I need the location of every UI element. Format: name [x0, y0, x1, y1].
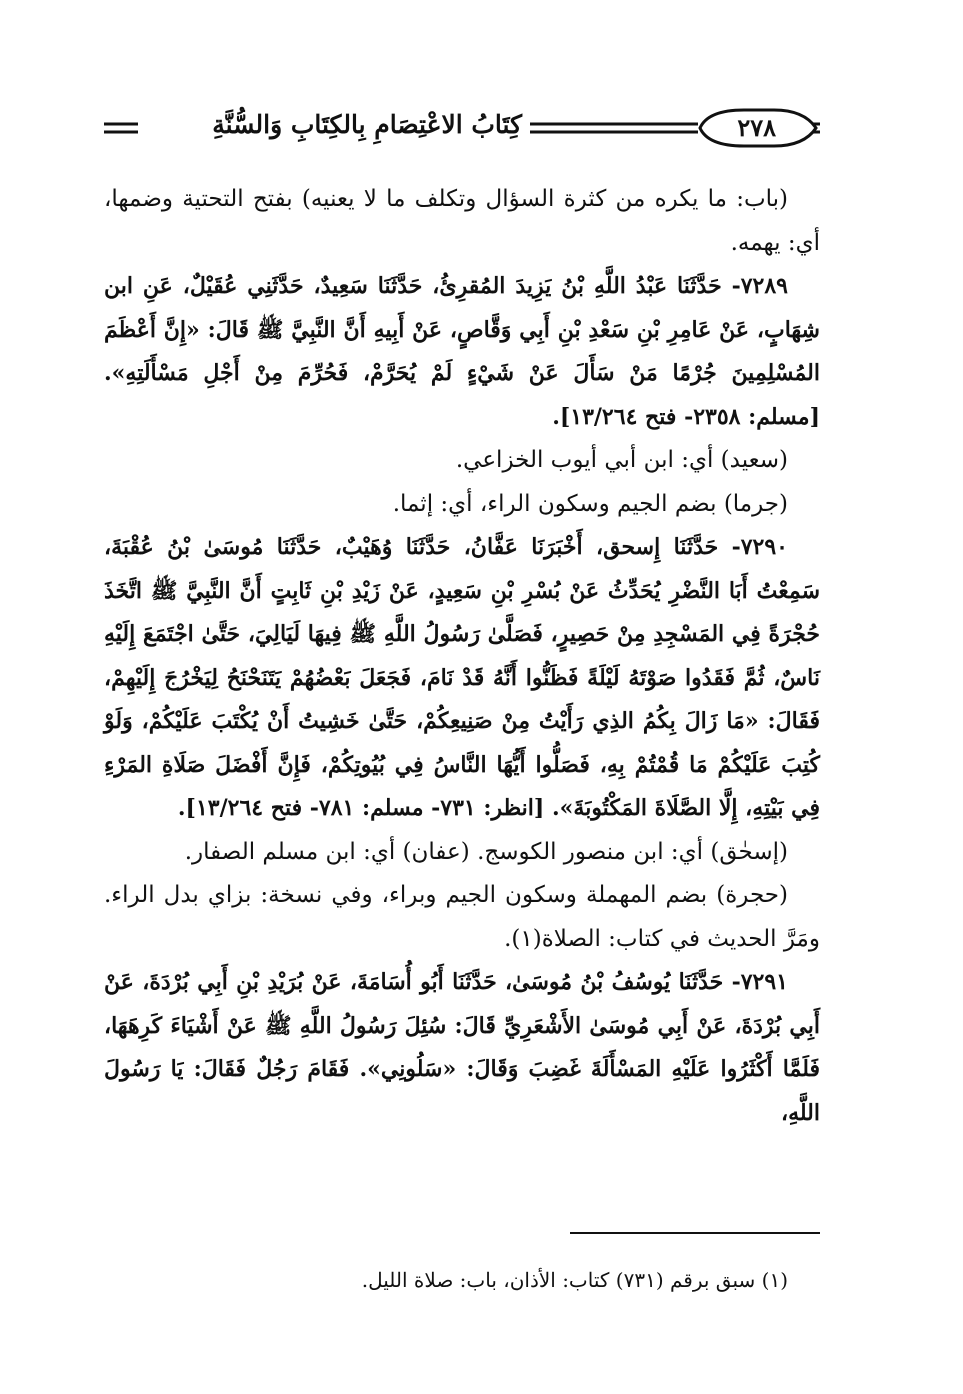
hadith-7289: ٧٢٨٩- حَدَّثَنَا عَبْدُ اللَّهِ بْنُ يَزِيدَ المُقرِئُ، حَدَّثَنَا سَعِيدٌ، حَدَّثَنِي عُقَيْلٌ، عَنِ ابن شِهَابٍ، عَنْ عَامِرِ بْنِ سَعْدِ بْنِ أَبِي وَقَّاصٍ، عَنْ أَبِيهِ أَنَّ النَّبِيَّ ﷺ قَالَ: «إِنَّ أَعْظَمَ المُسْلِمِينَ جُرْمًا مَنْ سَأَلَ عَنْ شَيْءٍ لَمْ يُحَرَّمْ، فَحُرِّمَ مِنْ أَجْلِ مَسْأَلَتِهِ». [مسلم: ٢٣٥٨- فتح ١٣/٢٦٤].: [104, 273, 820, 430]
paragraph-bab-title: (باب: ما يكره من كثرة السؤال وتكلف ما لا يعنيه) بفتح التحتية وضمها، أي: يهمه.: [104, 186, 820, 256]
footnote: (١) سبق برقم (٧٣١) كتاب: الأذان، باب: صلاة الليل.: [361, 1268, 788, 1292]
page-body: [104, 178, 820, 1135]
header-title: كِتَابُ الاعْتِصَامِ بِالكِتَابِ وَالسُّنَّةِ: [204, 110, 530, 139]
comment-jurm: (جرما) بضم الجيم وسكون الراء، أي: إثما.: [392, 490, 788, 517]
hadith-7290: ٧٢٩٠- حَدَّثَنَا إِسحق، أَخْبَرَنَا عَفَّانُ، حَدَّثَنَا وُهَيْبٌ، حَدَّثَنَا مُوسَىٰ بْنُ عُقْبَةَ، سَمِعْتُ أَبَا النَّضْرِ يُحَدِّثُ عَنْ بُسْرِ بْنِ سَعِيدٍ، عَنْ زَيْدِ بْنِ ثَابِتٍ أَنَّ النَّبِيَّ ﷺ اتَّخَذَ حُجْرَةً فِي المَسْجِدِ مِنْ حَصِيرٍ، فَصَلَّىٰ رَسُولُ اللَّهِ ﷺ فِيهَا لَيَالِيَ، حَتَّىٰ اجْتَمَعَ إِلَيْهِ نَاسٌ، ثُمَّ فَقَدُوا صَوْتَهُ لَيْلَةً فَظَنُّوا أَنَّهُ قَدْ نَامَ، فَجَعَلَ بَعْضُهُمْ يَتَنَحْنَحُ لِيَخْرُجَ إِلَيْهِمْ، فَقَالَ: «مَا زَالَ بِكُمُ الذِي رَأَيْتُ مِنْ صَنِيعِكُمْ، حَتَّىٰ خَشِيتُ أَنْ يُكْتَبَ عَلَيْكُمْ، وَلَوْ كُتِبَ عَلَيْكُمْ مَا قُمْتُمْ بِهِ، فَصَلُّوا أَيُّهَا النَّاسُ فِي بُيُوتِكُمْ، فَإِنَّ أَفْضَلَ صَلَاةِ المَرْءِ فِي بَيْتِهِ، إِلَّا الصَّلَاةَ المَكْتُوبَةَ». [انظر: ٧٣١- مسلم: ٧٨١- فتح ١٣/٢٦٤].: [104, 534, 820, 821]
page-header: [104, 104, 820, 154]
comment-hujra: (حجرة) بضم المهملة وسكون الجيم وبراء، وفي نسخة: بزاي بدل الراء. ومَرَّ الحديث في كتاب: الصلاة(١).: [104, 882, 820, 952]
comment-ishaq: (إسحٰق) أي: ابن منصور الكوسج. (عفان) أي: ابن مسلم الصفار.: [184, 838, 788, 865]
hadith-7291: ٧٢٩١- حَدَّثَنَا يُوسُفُ بْنُ مُوسَىٰ، حَدَّثَنَا أَبُو أُسَامَةَ، عَنْ بُرَيْدِ بْنِ أَبِي بُرْدَةَ، عَنْ أَبِي بُرْدَةَ، عَنْ أَبِي مُوسَىٰ الأَشْعَرِيِّ قَالَ: سُئِلَ رَسُولُ اللَّهِ ﷺ عَنْ أَشْيَاءَ كَرِهَهَا، فَلَمَّا أَكْثَرُوا عَلَيْهِ المَسْأَلَةَ غَضِبَ وَقَالَ: «سَلُونِي». فَقَامَ رَجُلٌ فَقَالَ: يَا رَسُولَ اللَّهِ،: [104, 969, 820, 1126]
page-number: ٢٧٨: [737, 113, 776, 142]
comment-said: (سعيد) أي: ابن أبي أيوب الخزاعي.: [455, 447, 788, 473]
footnote-separator: [570, 1232, 820, 1234]
